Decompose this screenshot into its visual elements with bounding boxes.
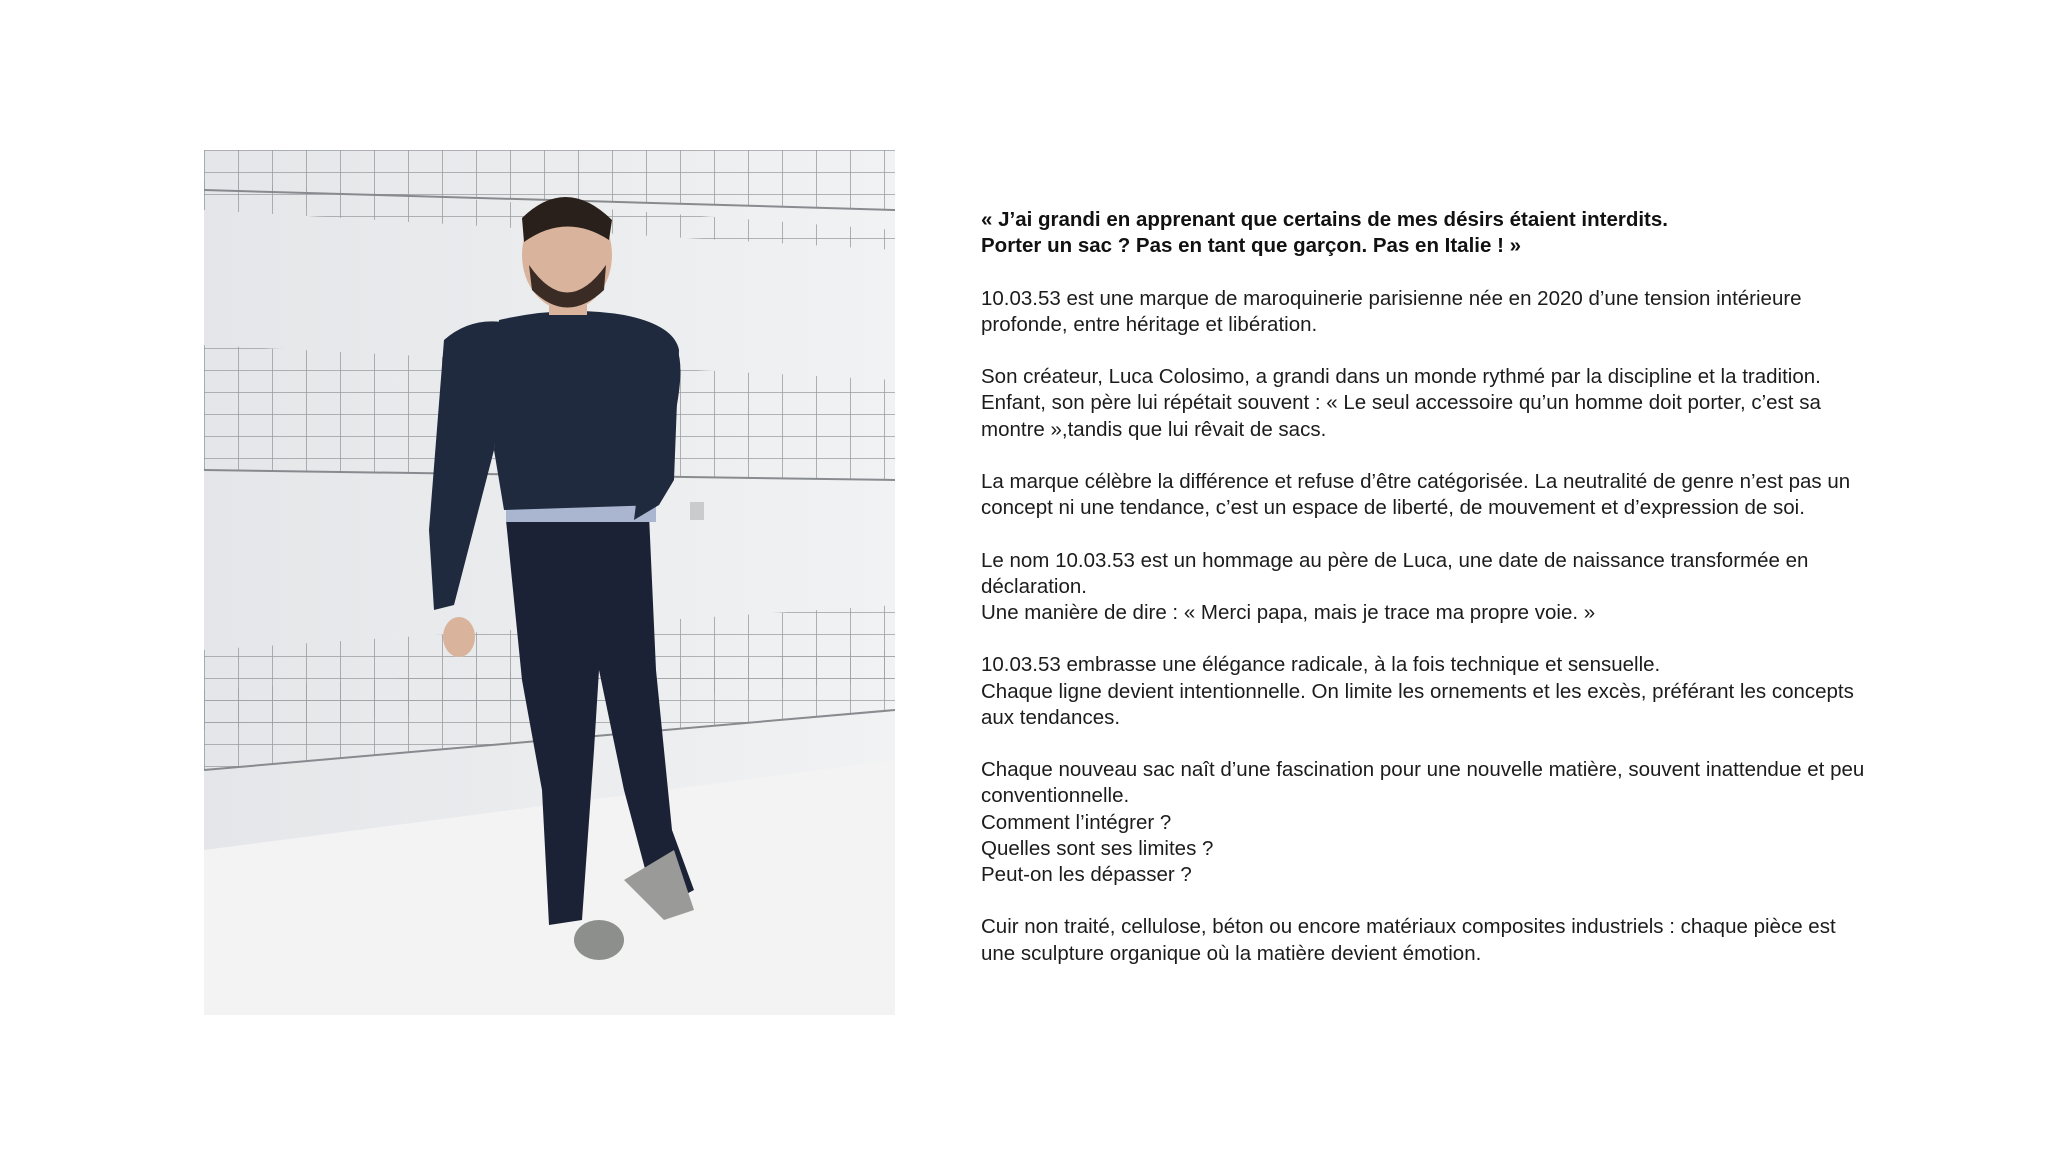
intro-quote <box>981 207 1941 259</box>
text-line: profonde, entre héritage et libération. <box>981 312 1318 336</box>
quote-line: « J’ai grandi en apprenant que certains de mes désirs étaient interdits. <box>981 208 1668 231</box>
paragraph-founder <box>981 364 1941 443</box>
text-line: Une manière de dire : « Merci papa, mais je trace ma propre voie. » <box>981 600 1596 624</box>
portrait-photo <box>204 150 895 1015</box>
brand-story-text <box>981 207 1941 993</box>
paragraph-name-meaning <box>981 548 1941 627</box>
text-line: Enfant, son père lui répétait souvent : « Le seul accessoire qu’un homme doit porter, c’est sa <box>981 391 1821 415</box>
text-line: montre »,tandis que lui rêvait de sacs. <box>981 417 1327 441</box>
paragraph-values <box>981 469 1941 521</box>
text-line: conventionnelle. <box>981 784 1130 808</box>
text-line: Chaque ligne devient intentionnelle. On limite les ornements et les excès, préférant les concepts <box>981 679 1854 703</box>
text-line: Cuir non traité, cellulose, béton ou encore matériaux composites industriels : chaque pièce est <box>981 915 1836 939</box>
text-line: Chaque nouveau sac naît d’une fascination pour une nouvelle matière, souvent inattendue et peu <box>981 758 1865 782</box>
paragraph-materials-questions <box>981 757 1941 888</box>
text-line: Quelles sont ses limites ? <box>981 836 1214 860</box>
text-line: Peut-on les dépasser ? <box>981 862 1192 886</box>
quote-line: Porter un sac ? Pas en tant que garçon. Pas en Italie ! » <box>981 234 1521 258</box>
paragraph-elegance <box>981 652 1941 731</box>
portrait-photo-illustration <box>204 150 895 1015</box>
text-line: Le nom 10.03.53 est un hommage au père de Luca, une date de naissance transformée en <box>981 548 1809 572</box>
text-line: La marque célèbre la différence et refuse d’être catégorisée. La neutralité de genre n’est pas un <box>981 469 1851 493</box>
text-line: déclaration. <box>981 574 1087 598</box>
text-line: 10.03.53 est une marque de maroquinerie parisienne née en 2020 d’une tension intérieure <box>981 286 1802 310</box>
text-line: concept ni une tendance, c’est un espace de liberté, de mouvement et d’expression de soi. <box>981 496 1805 520</box>
text-line: Comment l’intégrer ? <box>981 810 1172 834</box>
paragraph-brand-origin <box>981 286 1941 338</box>
text-line: une sculpture organique où la matière devient émotion. <box>981 941 1482 965</box>
text-line: 10.03.53 embrasse une élégance radicale, à la fois technique et sensuelle. <box>981 653 1661 677</box>
text-line: aux tendances. <box>981 705 1121 729</box>
paragraph-materials-list <box>981 914 1941 966</box>
text-line: Son créateur, Luca Colosimo, a grandi dans un monde rythmé par la discipline et la tradition. <box>981 365 1821 389</box>
